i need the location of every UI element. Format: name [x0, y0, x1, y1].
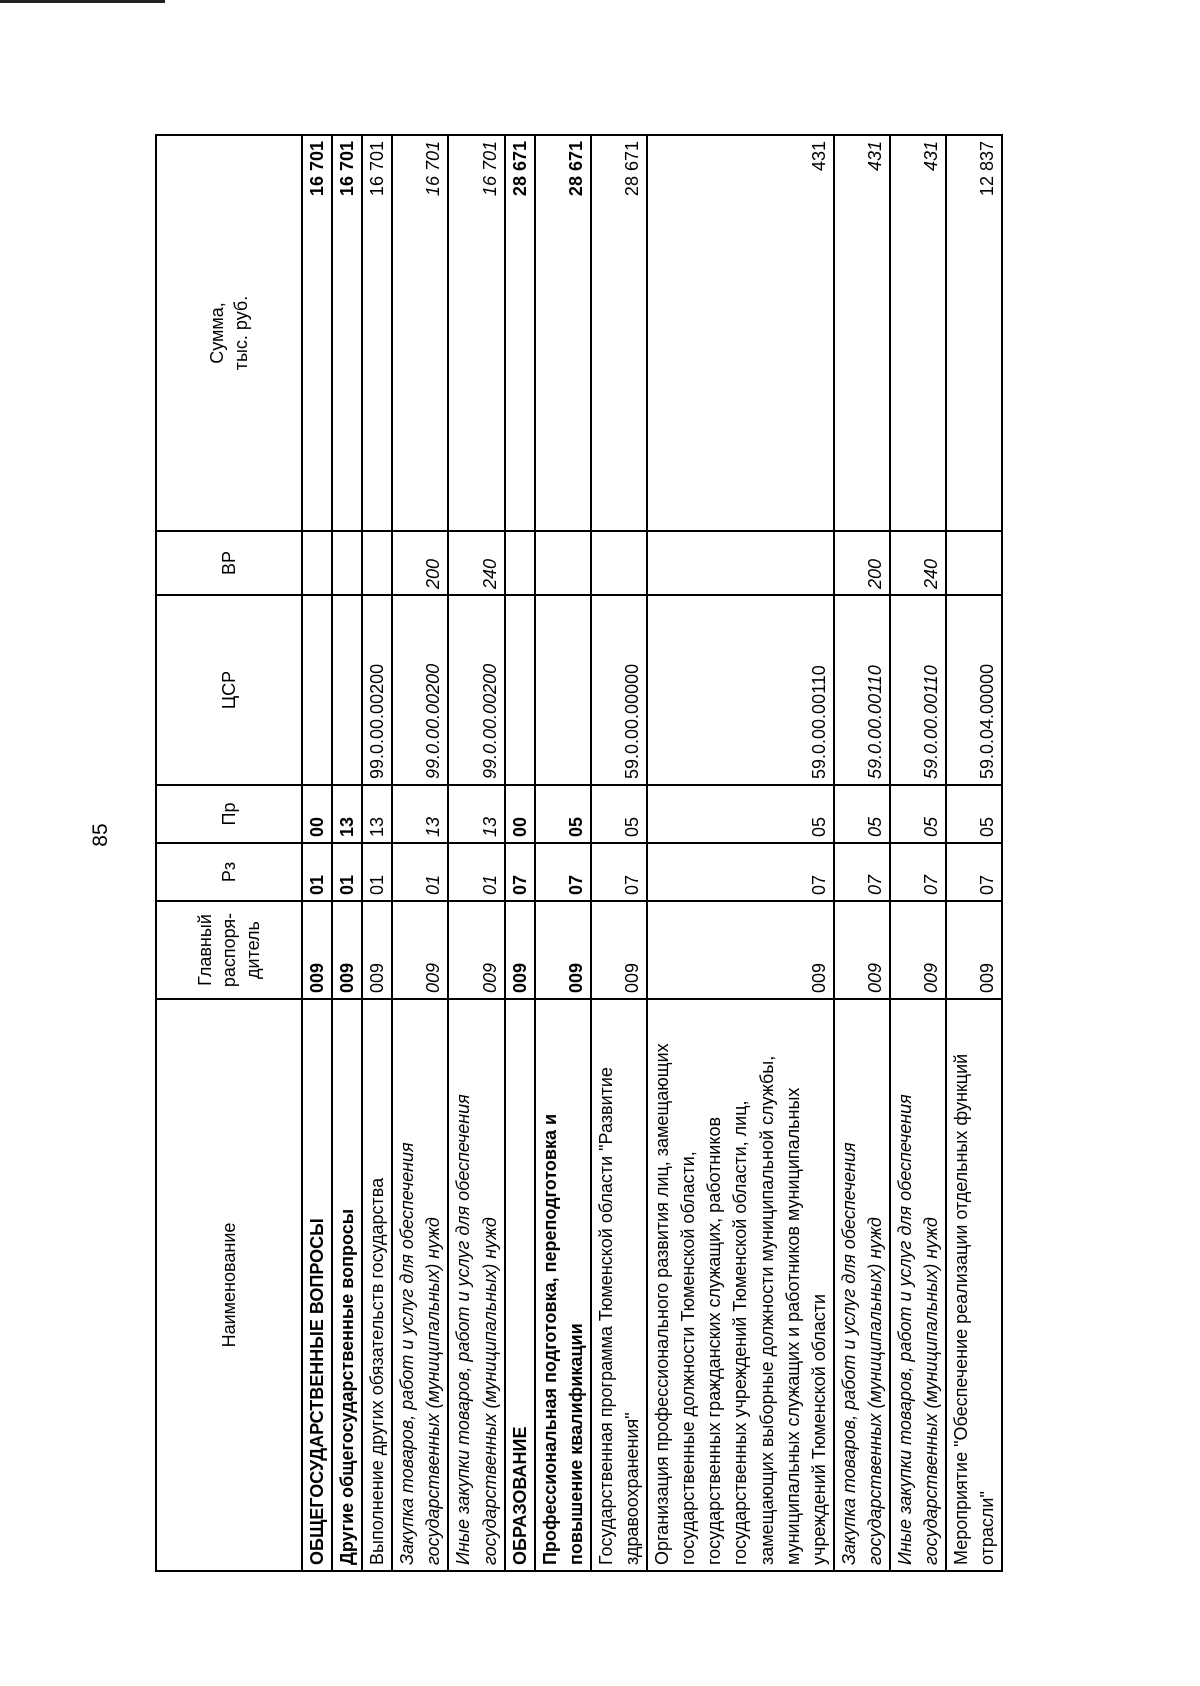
cell-rz: 01	[448, 843, 504, 901]
cell-sum: 28 671	[535, 135, 591, 531]
cell-sum: 28 671	[591, 135, 647, 531]
table-row	[332, 135, 362, 1571]
cell-pr: 05	[647, 785, 834, 843]
cell-pr: 13	[448, 785, 504, 843]
cell-pr: 05	[890, 785, 946, 843]
cell-csr: 59.0.00.00110	[647, 595, 834, 785]
cell-vr	[535, 531, 591, 595]
cell-sum: 16 701	[302, 135, 332, 531]
cell-name: ОБЩЕГОСУДАРСТВЕННЫЕ ВОПРОСЫ	[302, 999, 332, 1571]
cell-name: Мероприятие "Обеспечение реализации отдельных функций отрасли"	[946, 999, 1002, 1571]
cell-main-manager: 009	[890, 901, 946, 999]
cell-rz: 07	[505, 843, 535, 901]
cell-rz: 07	[535, 843, 591, 901]
table-row	[591, 135, 647, 1571]
table-row	[647, 135, 834, 1571]
cell-sum: 28 671	[505, 135, 535, 531]
cell-csr	[505, 595, 535, 785]
cell-sum: 431	[647, 135, 834, 531]
cell-main-manager: 009	[535, 901, 591, 999]
table-row	[362, 135, 392, 1571]
header-rz: Рз	[156, 843, 302, 901]
table-row	[890, 135, 946, 1571]
page-number: 85	[89, 823, 112, 847]
table-row	[834, 135, 890, 1571]
cell-rz: 07	[834, 843, 890, 901]
cell-csr: 99.0.00.00200	[362, 595, 392, 785]
cell-name: Закупка товаров, работ и услуг для обеспечения государственных (муниципальных) нужд	[392, 999, 448, 1571]
cell-name: Выполнение других обязательств государства	[362, 999, 392, 1571]
cell-pr: 00	[302, 785, 332, 843]
header-sum: Сумма, тыс. руб.	[156, 135, 302, 531]
cell-pr: 00	[505, 785, 535, 843]
table-row	[392, 135, 448, 1571]
cell-vr	[362, 531, 392, 595]
table-row	[302, 135, 332, 1571]
cell-csr	[332, 595, 362, 785]
cell-name: Другие общегосударственные вопросы	[332, 999, 362, 1571]
budget-table-container	[155, 136, 1055, 1572]
cell-main-manager: 009	[362, 901, 392, 999]
cell-sum: 16 701	[392, 135, 448, 531]
header-name: Наименование	[156, 999, 302, 1571]
cell-pr: 05	[946, 785, 1002, 843]
cell-pr: 13	[332, 785, 362, 843]
table-row	[505, 135, 535, 1571]
cell-csr: 59.0.00.00110	[834, 595, 890, 785]
cell-rz: 07	[591, 843, 647, 901]
cell-pr: 05	[535, 785, 591, 843]
cell-vr	[302, 531, 332, 595]
cell-name: Организация профессионального развития лиц, замещающих государственные должности Тюменской области, государственных гражданских служащих, работников государственных учреждений Тюменской области, лиц, замещающих выборные должности муниципальной службы, муниципальных служащих и работников муниципальных учреждений Тюменской области	[647, 999, 834, 1571]
cell-main-manager: 009	[591, 901, 647, 999]
cell-rz: 07	[647, 843, 834, 901]
cell-vr	[591, 531, 647, 595]
cell-sum: 16 701	[362, 135, 392, 531]
cell-sum: 12 837	[946, 135, 1002, 531]
table-header-row	[156, 135, 302, 1571]
cell-sum: 431	[834, 135, 890, 531]
cell-main-manager: 009	[505, 901, 535, 999]
table-row	[448, 135, 504, 1571]
cell-name: Иные закупки товаров, работ и услуг для обеспечения государственных (муниципальных) нужд	[890, 999, 946, 1571]
cell-rz: 01	[362, 843, 392, 901]
table-body	[302, 135, 1002, 1571]
cell-sum: 16 701	[448, 135, 504, 531]
cell-vr: 240	[448, 531, 504, 595]
cell-main-manager: 009	[392, 901, 448, 999]
cell-main-manager: 009	[647, 901, 834, 999]
cell-vr	[332, 531, 362, 595]
cell-pr: 05	[834, 785, 890, 843]
header-main-manager: Главный распоря-дитель	[156, 901, 302, 999]
cell-main-manager: 009	[834, 901, 890, 999]
cell-rz: 01	[392, 843, 448, 901]
cell-pr: 13	[392, 785, 448, 843]
cell-rz: 07	[946, 843, 1002, 901]
scan-edge-mark	[0, 0, 165, 3]
cell-pr: 05	[591, 785, 647, 843]
cell-vr: 200	[392, 531, 448, 595]
cell-rz: 07	[890, 843, 946, 901]
cell-csr: 59.0.04.00000	[946, 595, 1002, 785]
cell-csr: 59.0.00.00110	[890, 595, 946, 785]
cell-name: ОБРАЗОВАНИЕ	[505, 999, 535, 1571]
cell-rz: 01	[332, 843, 362, 901]
cell-vr: 200	[834, 531, 890, 595]
header-pr: Пр	[156, 785, 302, 843]
cell-sum: 16 701	[332, 135, 362, 531]
budget-table	[155, 134, 1003, 1572]
cell-pr: 13	[362, 785, 392, 843]
cell-vr	[946, 531, 1002, 595]
cell-rz: 01	[302, 843, 332, 901]
cell-csr: 59.0.00.00000	[591, 595, 647, 785]
cell-name: Закупка товаров, работ и услуг для обеспечения государственных (муниципальных) нужд	[834, 999, 890, 1571]
cell-main-manager: 009	[332, 901, 362, 999]
cell-vr: 240	[890, 531, 946, 595]
cell-vr	[505, 531, 535, 595]
header-csr: ЦСР	[156, 595, 302, 785]
cell-csr: 99.0.00.00200	[392, 595, 448, 785]
cell-csr	[302, 595, 332, 785]
cell-main-manager: 009	[302, 901, 332, 999]
table-row	[535, 135, 591, 1571]
cell-csr	[535, 595, 591, 785]
table-row	[946, 135, 1002, 1571]
cell-name: Иные закупки товаров, работ и услуг для обеспечения государственных (муниципальных) нужд	[448, 999, 504, 1571]
cell-vr	[647, 531, 834, 595]
cell-main-manager: 009	[946, 901, 1002, 999]
cell-csr: 99.0.00.00200	[448, 595, 504, 785]
cell-name: Профессиональная подготовка, переподготовка и повышение квалификации	[535, 999, 591, 1571]
cell-name: Государственная программа Тюменской области "Развитие здравоохранения"	[591, 999, 647, 1571]
cell-main-manager: 009	[448, 901, 504, 999]
header-vr: ВР	[156, 531, 302, 595]
rotated-page-content	[155, 136, 1055, 1572]
cell-sum: 431	[890, 135, 946, 531]
